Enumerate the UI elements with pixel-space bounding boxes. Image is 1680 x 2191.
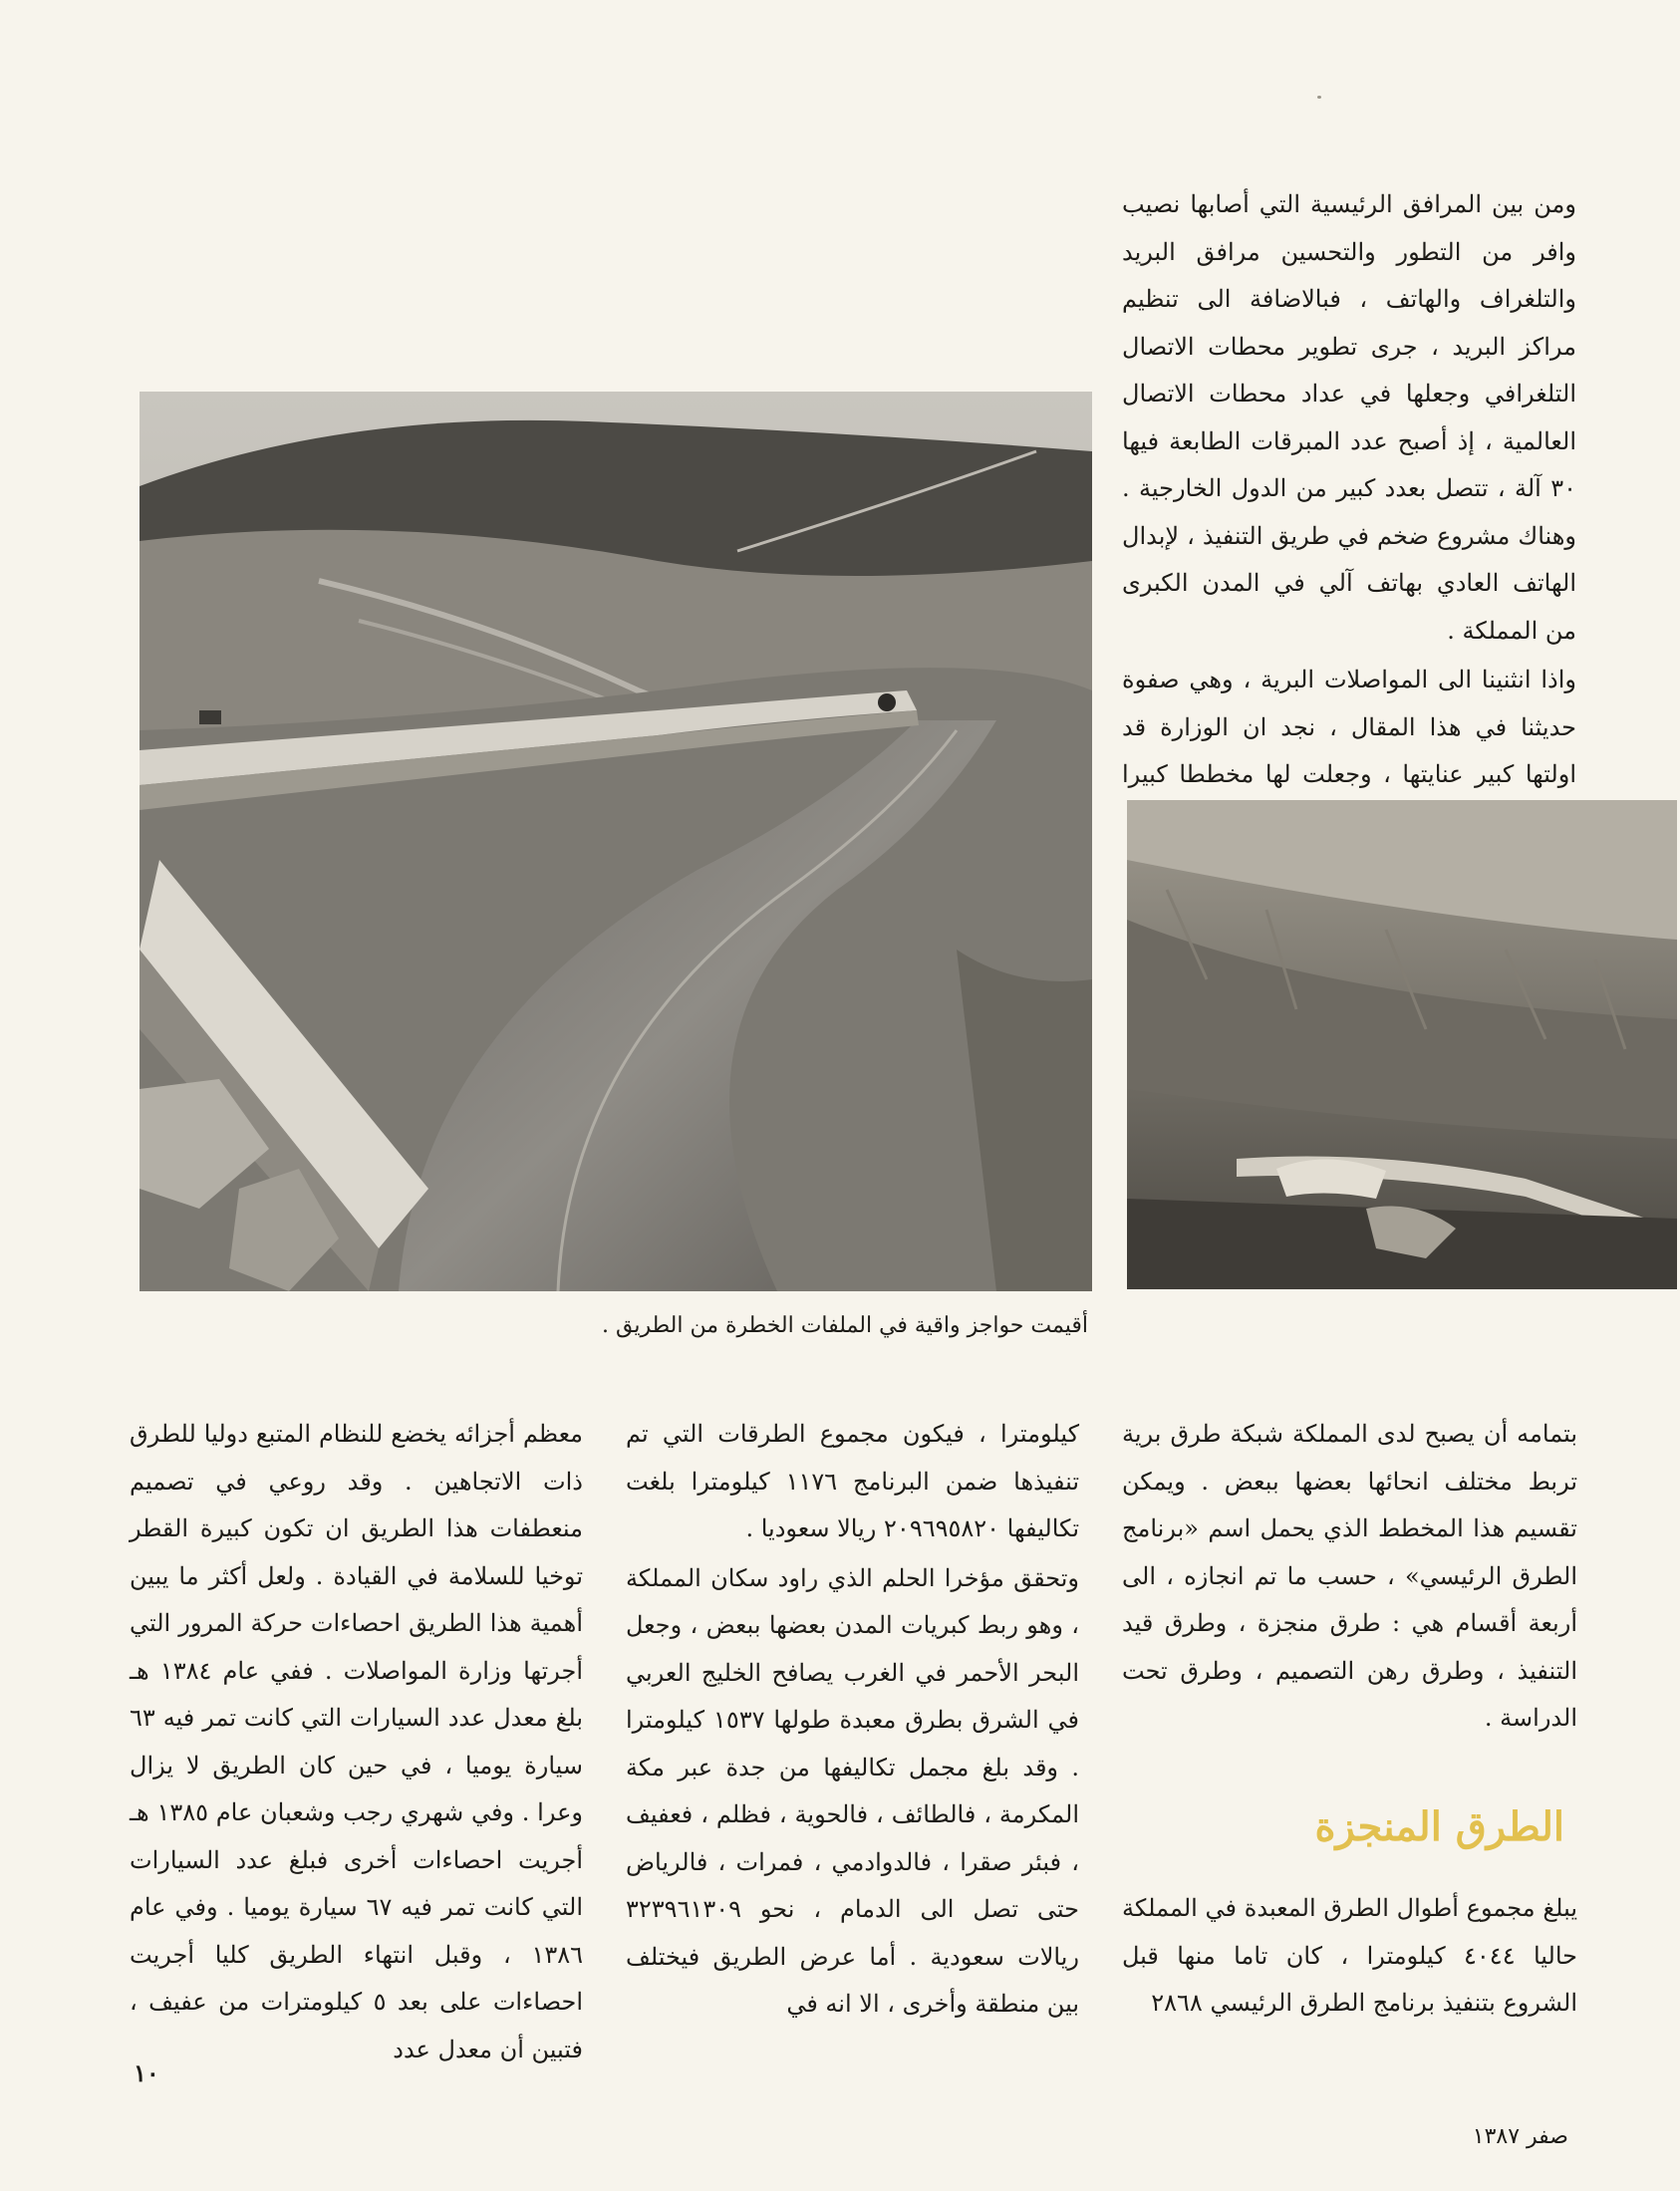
page-number: ١٠ (134, 2058, 159, 2087)
winding-road-photo (140, 392, 1092, 1291)
issue-date: صفر ١٣٨٧ (1472, 2124, 1568, 2149)
winding-road-image (140, 392, 1092, 1291)
print-speck (1317, 96, 1321, 99)
right-column-bottom-paragraph: يبلغ مجموع أطوال الطرق المعبدة في المملكة حاليا ٤٠٤٤ كيلومترا ، كان تاما منها قبل الشروع بتنفيذ برنامج الطرق الرئيسي ٢٨٦٨ (1122, 1894, 1577, 2017)
mountain-road-image (1127, 800, 1677, 1289)
right-column-paragraph: بتمامه أن يصبح لدى المملكة شبكة طرق برية تربط مختلف انحائها بعضها ببعض . ويمكن تقسيم هذا المخطط الذي يحمل اسم «برنامج الطرق الرئيسي» ، حسب ما تم انجازه ، الى أربعة أقسام هي : طرق منجزة ، وطرق قيد التنفيذ ، وطرق رهن التصميم ، وطرق تحت الدراسة . (1122, 1420, 1577, 1732)
left-text-column (130, 1411, 583, 2073)
intro-paragraph-1: ومن بين المرافق الرئيسية التي أصابها نصيب وافر من التطور والتحسين مرافق البريد والتلغراف والهاتف ، فبالاضافة الى تنظيم مراكز البريد ، جرى تطوير محطات الاتصال التلغرافي وجعلها في عداد محطات الاتصال العالمية ، إذ أصبح عدد المبرقات الطابعة فيها ٣٠ آلة ، تتصل بعدد كبير من الدول الخارجية . وهناك مشروع ضخم في طريق التنفيذ ، لإبدال الهاتف العادي بهاتف آلي في المدن الكبرى من المملكة . (1122, 190, 1576, 645)
right-column-top-text (1122, 1411, 1577, 1743)
middle-paragraph-2: وتحقق مؤخرا الحلم الذي راود سكان المملكة ، وهو ربط كبريات المدن بعضها ببعض ، وجعل البحر الأحمر في الغرب يصافح الخليج العربي في الشرق بطرق معبدة طولها ١٥٣٧ كيلومترا . وقد بلغ مجمل تكاليفها من جدة عبر مكة المكرمة ، فالطائف ، فالحوية ، فظلم ، فعفيف ، فبئر صقرا ، فالدوادمي ، فمرات ، فالرياض حتى تصل الى الدمام ، نحو ٣٢٣٩٦١٣٠٩ ريالات سعودية . أما عرض الطريق فيختلف بين منطقة وأخرى ، الا انه في (626, 1563, 1079, 2018)
intro-text-column (1122, 181, 1576, 846)
left-paragraph: معظم أجزائه يخضع للنظام المتبع دوليا للطرق ذات الاتجاهين . وقد روعي في تصميم منعطفات هذا الطريق ان تكون كبيرة القطر توخيا للسلامة في القيادة . ولعل أكثر ما يبين أهمية هذا الطريق احصاءات حركة المرور التي أجرتها وزارة المواصلات . ففي عام ١٣٨٤ هـ بلغ معدل عدد السيارات التي كانت تمر فيه ٦٣ سيارة يوميا ، في حين كان الطريق لا يزال وعرا . وفي شهري رجب وشعبان عام ١٣٨٥ هـ أجريت احصاءات أخرى فبلغ عدد السيارات التي كانت تمر فيه ٦٧ سيارة يوميا . وفي عام ١٣٨٦ ، وقبل انتهاء الطريق كليا أجريت احصاءات على بعد ٥ كيلومترات من عفيف ، فتبين أن معدل عدد (130, 1420, 584, 2063)
photo-caption: أقيمت حواجز واقية في الملفات الخطرة من الطريق . (602, 1313, 1088, 1338)
middle-paragraph-1: كيلومترا ، فيكون مجموع الطرقات التي تم تنفيذها ضمن البرنامج ١١٧٦ كيلومترا بلغت تكاليفها ٢٠٩٦٩٥٨٢٠ ريالا سعوديا . (626, 1420, 1080, 1542)
section-heading: الطرق المنجزة (1314, 1803, 1564, 1850)
intro-paragraph-2: واذا انثنينا الى المواصلات البرية ، وهي صفوة حديثنا في هذا المقال ، نجد ان الوزارة قد اولتها كبير عنايتها ، وجعلت لها مخططا كبيرا (1122, 666, 1576, 788)
middle-text-column (626, 1411, 1079, 2029)
mountain-road-photo (1127, 800, 1677, 1289)
right-column-bottom-text (1122, 1885, 1577, 2028)
